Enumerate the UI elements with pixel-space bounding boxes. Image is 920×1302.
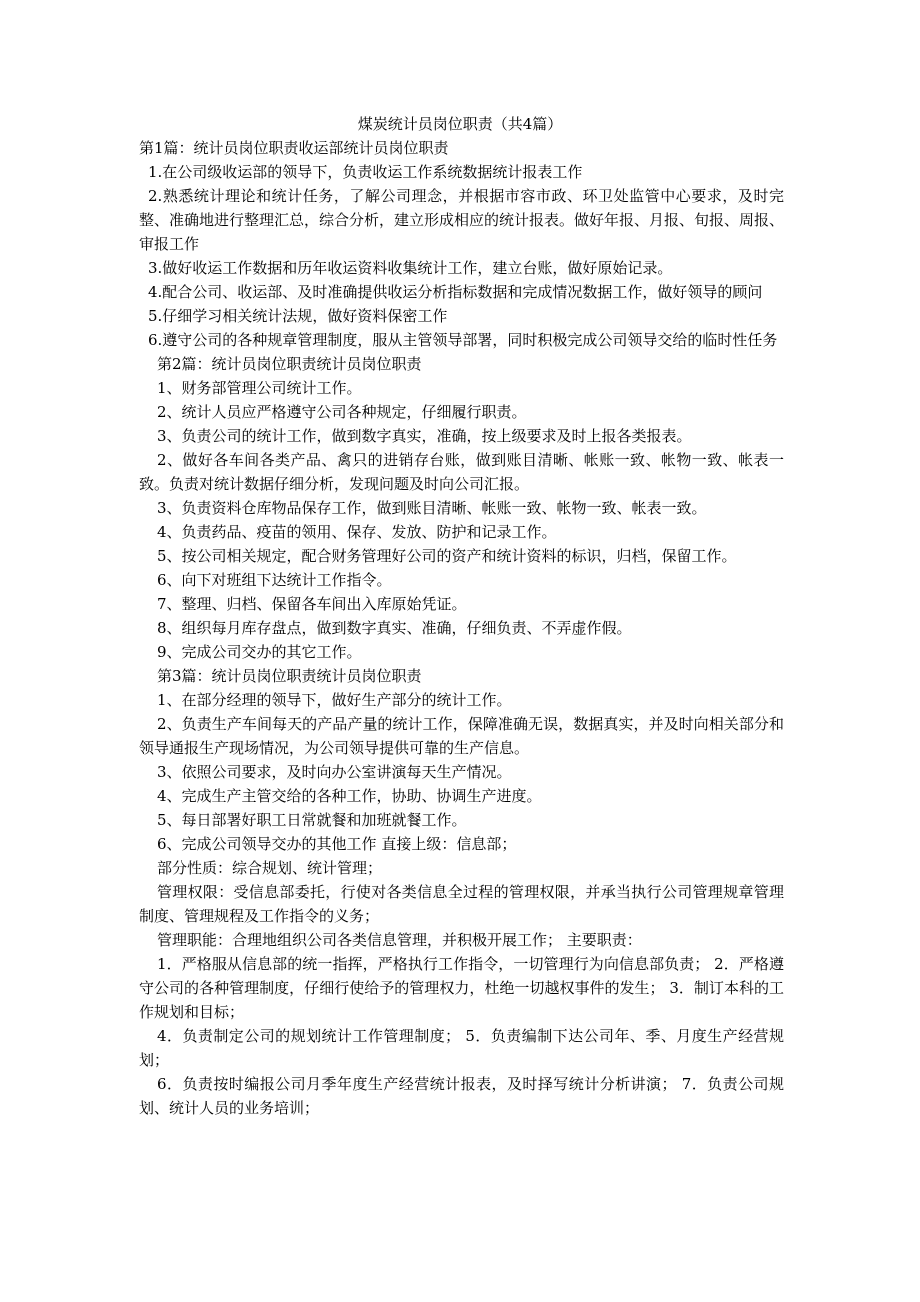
section-heading-3: 第3篇：统计员岗位职责统计员岗位职责 [157,667,422,685]
paragraph: 2、做好各车间各类产品、禽只的进销存台账，做到账目清晰、帐账一致、帐物一致、帐表一致。负责对统计数据仔细分析，发现问题及时向公司汇报。 [139,451,784,493]
paragraph: 管理职能：合理地组织公司各类信息管理，并积极开展工作； 主要职责： [157,931,642,949]
paragraph: 9、完成公司交办的其它工作。 [157,643,362,661]
paragraph: 1、在部分经理的领导下，做好生产部分的统计工作。 [157,691,512,709]
section-heading-2: 第2篇：统计员岗位职责统计员岗位职责 [157,355,422,373]
paragraph: 2、负责生产车间每天的产品产量的统计工作，保障准确无误，数据真实，并及时向相关部分和领导通报生产现场情况，为公司领导提供可靠的生产信息。 [139,715,784,757]
document-title: 煤炭统计员岗位职责（共4篇） [357,115,563,133]
paragraph: 1．严格服从信息部的统一指挥，严格执行工作指令，一切管理行为向信息部负责； 2．严格遵守公司的各种管理制度，仔细行使给予的管理权力，杜绝一切越权事件的发生； 3．制订本科的工作规划和目标； [139,955,784,1021]
paragraph: 3、负责资料仓库物品保存工作，做到账目清晰、帐账一致、帐物一致、帐表一致。 [157,499,707,517]
paragraph: 4.配合公司、收运部、及时准确提供收运分析指标数据和完成情况数据工作，做好领导的顾问 [148,283,763,301]
section-heading-1: 第1篇：统计员岗位职责收运部统计员岗位职责 [139,139,449,157]
paragraph: 1、财务部管理公司统计工作。 [157,379,362,397]
paragraph: 管理权限：受信息部委托，行使对各类信息全过程的管理权限，并承当执行公司管理规章管理制度、管理规程及工作指令的义务； [139,883,784,925]
paragraph: 5、每日部署好职工日常就餐和加班就餐工作。 [157,811,467,829]
paragraph: 6.遵守公司的各种规章管理制度，服从主管领导部署，同时积极完成公司领导交给的临时性任务 [148,331,778,349]
paragraph: 4、完成生产主管交给的各种工作，协助、协调生产进度。 [157,787,542,805]
paragraph: 1.在公司级收运部的领导下，负责收运工作系统数据统计报表工作 [148,163,583,181]
paragraph: 3.做好收运工作数据和历年收运资料收集统计工作，建立台账，做好原始记录。 [148,259,673,277]
paragraph: 4、负责药品、疫苗的领用、保存、发放、防护和记录工作。 [157,523,557,541]
paragraph: 5.仔细学习相关统计法规，做好资料保密工作 [148,307,448,325]
paragraph: 6．负责按时编报公司月季年度生产经营统计报表，及时择写统计分析讲演； 7．负责公司规划、统计人员的业务培训； [139,1075,784,1117]
paragraph: 部分性质：综合规划、统计管理； [157,859,383,877]
document-body [139,136,784,1120]
paragraph: 5、按公司相关规定，配合财务管理好公司的资产和统计资料的标识，归档，保留工作。 [157,547,737,565]
paragraph: 3、负责公司的统计工作，做到数字真实，准确，按上级要求及时上报各类报表。 [157,427,692,445]
paragraph: 3、依照公司要求，及时向办公室讲演每天生产情况。 [157,763,512,781]
paragraph: 6、向下对班组下达统计工作指令。 [157,571,392,589]
paragraph: 8、组织每月库存盘点，做到数字真实、准确，仔细负责、不弄虚作假。 [157,619,632,637]
paragraph: 2.熟悉统计理论和统计任务，了解公司理念，并根据市容市政、环卫处监管中心要求，及时完整、准确地进行整理汇总，综合分析，建立形成相应的统计报表。做好年报、月报、旬报、周报、审报工作 [139,187,785,253]
paragraph: 6、完成公司领导交办的其他工作 直接上级：信息部； [157,835,517,853]
paragraph: 4．负责制定公司的规划统计工作管理制度； 5．负责编制下达公司年、季、月度生产经营规划； [139,1027,784,1069]
paragraph: 7、整理、归档、保留各车间出入库原始凭证。 [157,595,467,613]
paragraph: 2、统计人员应严格遵守公司各种规定，仔细履行职责。 [157,403,527,421]
